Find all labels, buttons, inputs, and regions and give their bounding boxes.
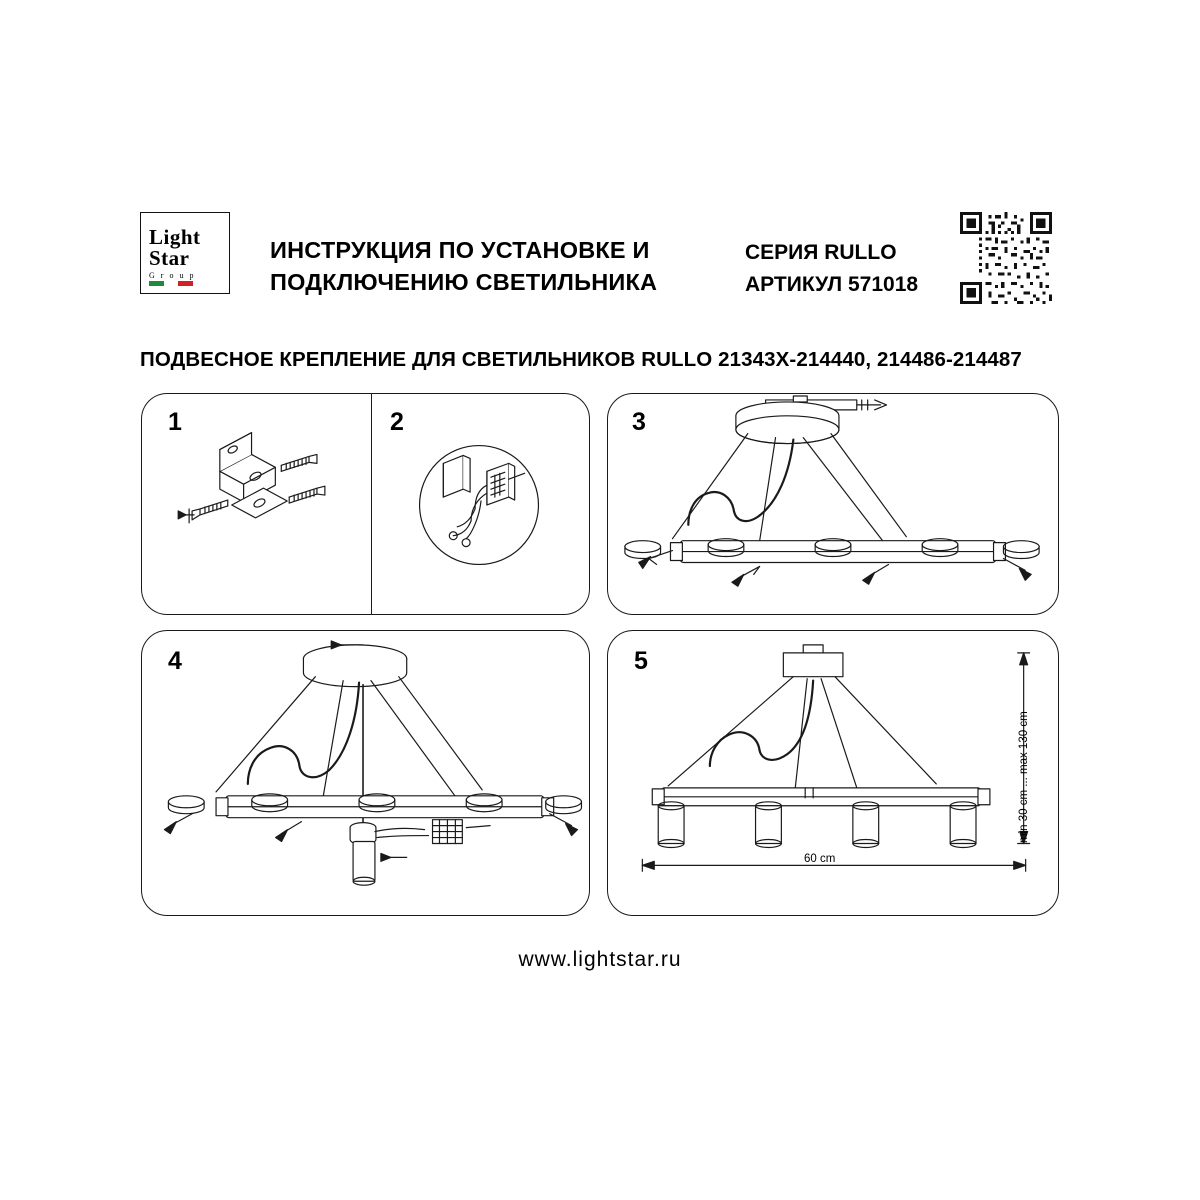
website-footer: www.lightstar.ru [518,948,682,971]
logo-text-group: G r o u p [149,270,196,280]
step-number-4: 4 [168,647,182,675]
step-panel-2 [371,393,590,615]
logo-text-light: Light [149,224,201,249]
step-5-illustration [608,631,1058,915]
step-panel-4 [141,630,590,916]
title-line-2: ПОДКЛЮЧЕНИЮ СВЕТИЛЬНИКА [270,269,658,295]
brand-logo [140,212,230,294]
article-label: АРТИКУЛ 571018 [745,273,919,296]
width-dimension-label: 60 cm [804,853,836,865]
step-2-illustration [372,394,589,614]
step-3-illustration [608,394,1058,614]
step-number-1: 1 [168,408,182,436]
qr-code-icon [960,212,1052,304]
document-title [270,234,700,298]
step-panel-3 [607,393,1059,615]
italian-flag-icon [149,281,193,286]
step-number-5: 5 [634,647,648,675]
header [140,212,1060,304]
step-4-illustration [142,631,589,915]
step-number-3: 3 [632,408,646,436]
logo-text-star: Star [149,245,190,270]
step-panel-5 [607,630,1059,916]
height-dimension-label: min 30 cm ... max 130 cm [1018,711,1030,843]
series-label: СЕРИЯ RULLO [745,241,897,264]
step-panel-1 [141,393,371,615]
section-subtitle: ПОДВЕСНОЕ КРЕПЛЕНИЕ ДЛЯ СВЕТИЛЬНИКОВ RULLO 21343Х-214440, 214486-214487 [140,348,1022,371]
step-1-illustration [142,394,371,614]
title-line-1: ИНСТРУКЦИЯ ПО УСТАНОВКЕ И [270,237,650,263]
step-number-2: 2 [390,408,404,436]
